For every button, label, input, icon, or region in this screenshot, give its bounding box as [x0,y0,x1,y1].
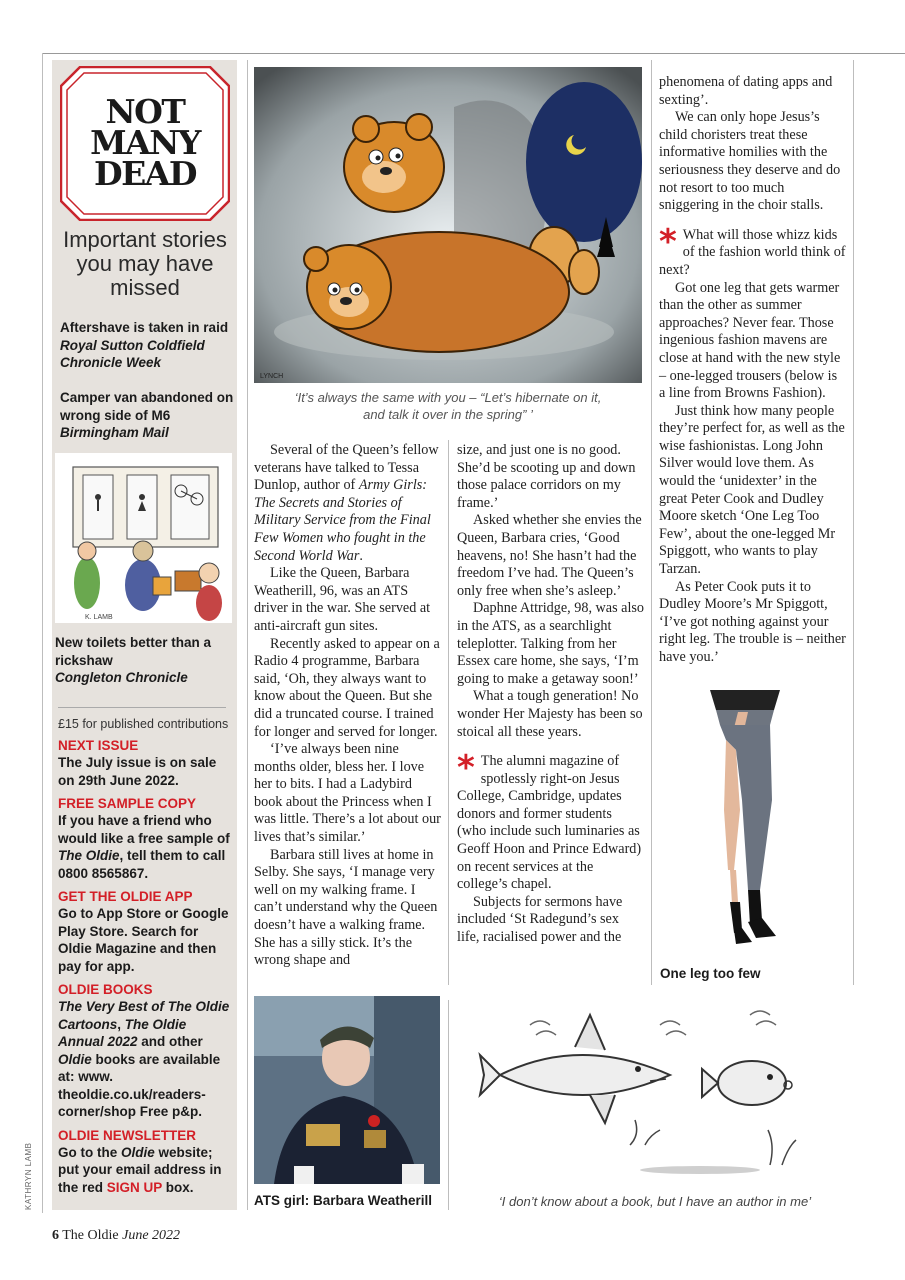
article-column-3 [659,74,846,667]
bear-cartoon [254,67,642,383]
paragraph: Recently asked to appear on a Radio 4 programme, Barbara said, ‘Oh, they always want to know about the Queen. But she did a truncated course. I trained for longer and served for longer. [254,635,440,740]
news-item: Camper van abandoned on wrong side of M6 Birmingham Mail [60,390,234,440]
free-sample-heading: FREE SAMPLE COPY [58,796,197,811]
page-footer [52,1228,180,1244]
app-text: Go to App Store or Google Play Store. Search for Oldie Magazine and then pay for app. [58,906,229,974]
news-item: New toilets better than a rickshaw Congleton Chronicle [55,635,212,685]
asterisk-icon: * [659,221,677,262]
issue-date: June 2022 [122,1228,181,1243]
next-issue-heading: NEXT ISSUE [58,738,139,753]
paragraph: * The alumni magazine of spotlessly right-on Jesus College, Cambridge, updates donors and former students (who include such luminaries as Geoff Hoon and Prince Edward) on recent services at the college’s chapel. [457,748,642,893]
cartoon-signature: K. LAMB [85,614,113,621]
fish-cartoon [470,995,840,1185]
toilets-cartoon [55,453,232,623]
page-number: 6 [52,1228,59,1243]
paragraph: What a tough generation! No wonder Her Majesty has been so stoical all these years. [457,688,643,740]
paragraph: size, and just one is no good. She’d be scooting up and down those palace corridors on my frame.’ [457,442,636,511]
left-border [42,53,43,1213]
cartoon-signature: LYNCH [260,373,284,380]
sidebar-subtitle: Important stories you may have missed [63,227,227,300]
article-column-2 [457,442,644,947]
newsletter-text: Go to the Oldie website; put your email address in the red SIGN UP box. [58,1144,222,1195]
paragraph: Got one leg that gets warmer than the other as summer approaches? Never fear. Those ingenious fashion mavens are close at hand with the new style – one-legged trousers (below is a line from Browns Fashion). [659,279,841,402]
paragraph: Daphne Attridge, 98, was also in the ATS, as a searchlight teleplotter. Talking from her Essex care home, she says, ‘I’m going to make a getaway soon!’ [457,600,645,687]
books-heading: OLDIE BOOKS [58,982,153,997]
magazine-name: The Oldie [62,1228,119,1243]
photo-credit: KATHRYN LAMB [24,1142,33,1210]
asterisk-icon: * [457,748,475,789]
trousers-photo [690,690,810,955]
column-divider [651,60,652,985]
newsletter-heading: OLDIE NEWSLETTER [58,1127,196,1143]
books-text: The Very Best of The Oldie Cartoons, The Oldie Annual 2022 and other Oldie books are available at: www. theoldie.co.uk/readers-corner/shop Free p&p. [58,999,230,1119]
trousers-caption: One leg too few [660,966,761,981]
stamp-title: NOT MANY DEAD [90,92,200,193]
paragraph: Subjects for sermons have included ‘St Radegund’s sex life, racialised power and the [457,893,623,946]
paragraph: Just think how many people they’re perfect for, as well as the wise fashionistas. Long John Silver would love them. As would the ‘unidexter’ in the great Peter Cook and Dudley Moore sketch ‘One Leg Too Few’, about the one-legged Mr Spiggott, who wants to play Tarzan. [659,402,845,578]
paragraph: Like the Queen, Barbara Weatherill, 96, was an ATS driver in the war. She served at anti-aircraft gun sites. [254,565,431,634]
sidebar-divider [58,707,226,708]
sidebar-info [58,737,233,1196]
paragraph: Several of the Queen’s fellow veterans have talked to Tessa Dunlop, author of Army Girls: The Secrets and Stories of Military Service from the Final Few Women who fought in the Second World War. [254,442,439,564]
column-divider [247,60,248,1210]
paragraph: phenomena of dating apps and sexting’. [659,74,833,108]
paragraph: As Peter Cook puts it to Dudley Moore’s Mr Spiggott, ‘I’ve got nothing against your right leg. The trouble is – neither have you.’ [659,578,846,665]
contributions-note: £15 for published contributions [58,717,229,731]
paragraph: * What will those whizz kids of the fashion world think of next? [659,221,846,278]
barbara-photo-caption: ATS girl: Barbara Weatherill [254,1193,433,1208]
next-issue-text: The July issue is on sale on 29th June 2022. [58,755,217,788]
column-divider [853,60,854,985]
app-heading: GET THE OLDIE APP [58,889,193,904]
column-divider [448,1000,449,1210]
paragraph: ‘I’ve always been nine months older, bless her. I love her to bits. I had a Ladybird book about the Princess when I was little. There’s a lot about our lives that’s similar.’ [254,741,441,846]
column-divider [448,440,449,985]
paragraph: Asked whether she envies the Queen, Barbara cries, ‘Good heavens, no! She hasn’t had the freedom I’ve had. The Queen’s only free when she’s asleep.’ [457,512,642,599]
article-column-1 [254,442,441,970]
barbara-photo [254,996,440,1184]
news-item: Aftershave is taken in raid Royal Sutton Coldfield Chronicle Week [60,320,229,370]
bear-cartoon-caption: ‘It’s always the same with you – “Let’s hibernate on it, and talk it over in the spring” ’ [294,390,602,422]
paragraph: We can only hope Jesus’s child choristers treat these informative homilies with the seriousness they deserve and do not resort to too much sniggering in the choir stalls. [659,109,841,214]
free-sample-text: If you have a friend who would like a free sample of The Oldie, tell them to call 0800 8565867. [58,813,230,881]
paragraph: Barbara still lives at home in Selby. She says, ‘I manage very well on my walking frame. I can’t understand why the Queen doesn’t have a walking frame. She has a silly stick. It’s the wrong shape and [254,846,438,969]
fish-cartoon-caption: ‘I don’t know about a book, but I have an author in me’ [498,1194,812,1209]
top-rule [42,53,905,54]
